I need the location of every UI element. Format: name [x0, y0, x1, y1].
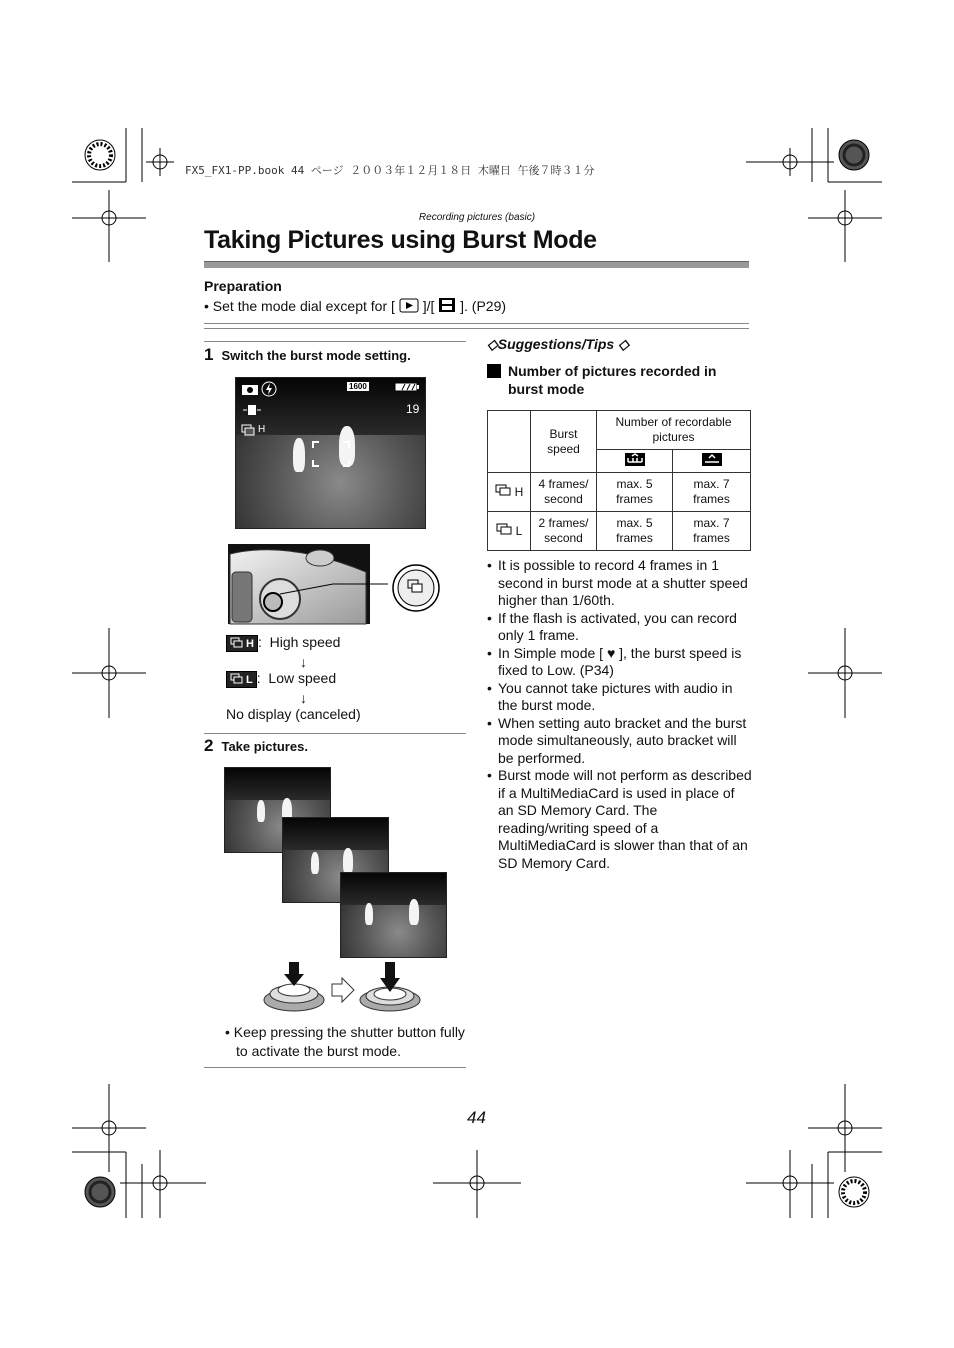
left-bottom-rule: [204, 1067, 466, 1068]
quality-fine-icon: [624, 452, 646, 467]
header-number: Number of recordable pictures: [597, 411, 751, 450]
remaining-shots: 19: [406, 402, 420, 416]
page-title: Taking Pictures using Burst Mode: [204, 226, 597, 254]
legend-high: H : High speed: [226, 634, 466, 654]
burst-low-icon: [496, 523, 516, 536]
header-fine-quality: [597, 450, 673, 473]
legend-low-text: Low speed: [268, 670, 337, 686]
preparation-text: [204, 297, 506, 314]
step2-note: • Keep pressing the shutter button fully to activate the burst mode.: [225, 1024, 465, 1059]
row-high-fine: max. 5 frames: [597, 473, 673, 512]
legend-arrow-1: ↓: [300, 654, 307, 670]
tips-title: ◇Suggestions/Tips ◇: [487, 336, 629, 352]
burst-high-icon: H: [226, 635, 258, 652]
table-row: [488, 512, 751, 551]
quality-standard-icon: [701, 452, 723, 467]
list-item: • Burst mode will not perform as described if a MultiMediaCard is used in place of an SD Memory Card. The reading/writing speed of a MultiMediaCard is slower than that of an SD Memory Card.: [487, 767, 752, 871]
list-item: • You cannot take pictures with audio in the burst mode.: [487, 679, 733, 713]
step2-heading: [204, 736, 308, 756]
step1-number: 1: [204, 345, 214, 364]
row-high-speed: 4 frames/ second: [531, 473, 597, 512]
legend-arrow-2: ↓: [300, 690, 307, 706]
motion-picture-icon: [438, 297, 456, 313]
camera-mode-icon: [241, 382, 259, 396]
legend-low: L : Low speed: [226, 670, 466, 690]
flash-off-icon: [261, 381, 277, 397]
iso-badge: 1600: [349, 382, 367, 391]
row-high-mode: H: [488, 473, 531, 512]
burst-high-icon: [495, 484, 515, 497]
camera-illustration: [228, 544, 440, 626]
list-item: • When setting auto bracket and the burst mode simultaneously, auto bracket will be performed.: [487, 714, 747, 766]
header-burst-speed: Burst speed: [531, 411, 597, 473]
row-low-standard: max. 7 frames: [673, 512, 751, 551]
page-number: 44: [467, 1108, 486, 1127]
battery-icon: [394, 382, 420, 392]
section-heading: [487, 362, 743, 398]
step1-rule: [204, 341, 466, 342]
shutter-press-illustration: [262, 962, 422, 1014]
lcd-screen-image: [235, 377, 426, 529]
focus-frame: [311, 440, 351, 468]
step2-label: Take pictures.: [221, 739, 308, 754]
section-heading-text: Number of pictures recorded in burst mode: [508, 363, 717, 397]
row-low-fine: max. 5 frames: [597, 512, 673, 551]
book-file-header: FX5_FX1-PP.book 44 ページ ２００３年１２月１８日 木曜日 午後７時３１分: [185, 164, 595, 177]
stabilizer-icon: [241, 404, 263, 416]
legend-canceled: No display (canceled): [226, 706, 361, 722]
preparation-text-after: ]. (P29): [460, 298, 507, 314]
legend-high-text: High speed: [269, 634, 341, 650]
running-head: Recording pictures (basic): [418, 212, 536, 223]
playback-icon: [399, 298, 419, 313]
list-item: • If the flash is activated, you can record only 1 frame.: [487, 609, 737, 643]
divider-top-1: [204, 323, 749, 324]
burst-table: [487, 410, 751, 551]
header-standard-quality: [673, 450, 751, 473]
preparation-text-before: • Set the mode dial except for [: [204, 298, 395, 314]
preparation-heading: Preparation: [204, 278, 282, 294]
burst-low-icon: L: [226, 671, 257, 688]
preparation-text-mid: ]/[: [422, 298, 435, 314]
tips-list: [487, 557, 752, 872]
burst-photo-3: [340, 872, 447, 958]
divider-top-2: [204, 328, 749, 329]
burst-mode-letter: H: [258, 424, 266, 435]
step2-rule: [204, 733, 466, 734]
step1-heading: [204, 345, 411, 365]
row-low-mode: L: [488, 512, 531, 551]
title-underline: [204, 261, 749, 268]
list-item: • It is possible to record 4 frames in 1 second in burst mode at a shutter speed higher than 1/60th.: [487, 557, 748, 608]
table-row: [488, 473, 751, 512]
list-item: • In Simple mode [ ♥ ], the burst speed is fixed to Low. (P34): [487, 644, 742, 678]
row-high-standard: max. 7 frames: [673, 473, 751, 512]
burst-legend: [226, 634, 466, 726]
section-square-icon: [487, 364, 501, 378]
burst-mode-icon: [241, 424, 257, 436]
table-corner: [488, 411, 531, 473]
row-low-speed: 2 frames/ second: [531, 512, 597, 551]
step2-number: 2: [204, 736, 214, 755]
step1-label: Switch the burst mode setting.: [221, 348, 411, 363]
